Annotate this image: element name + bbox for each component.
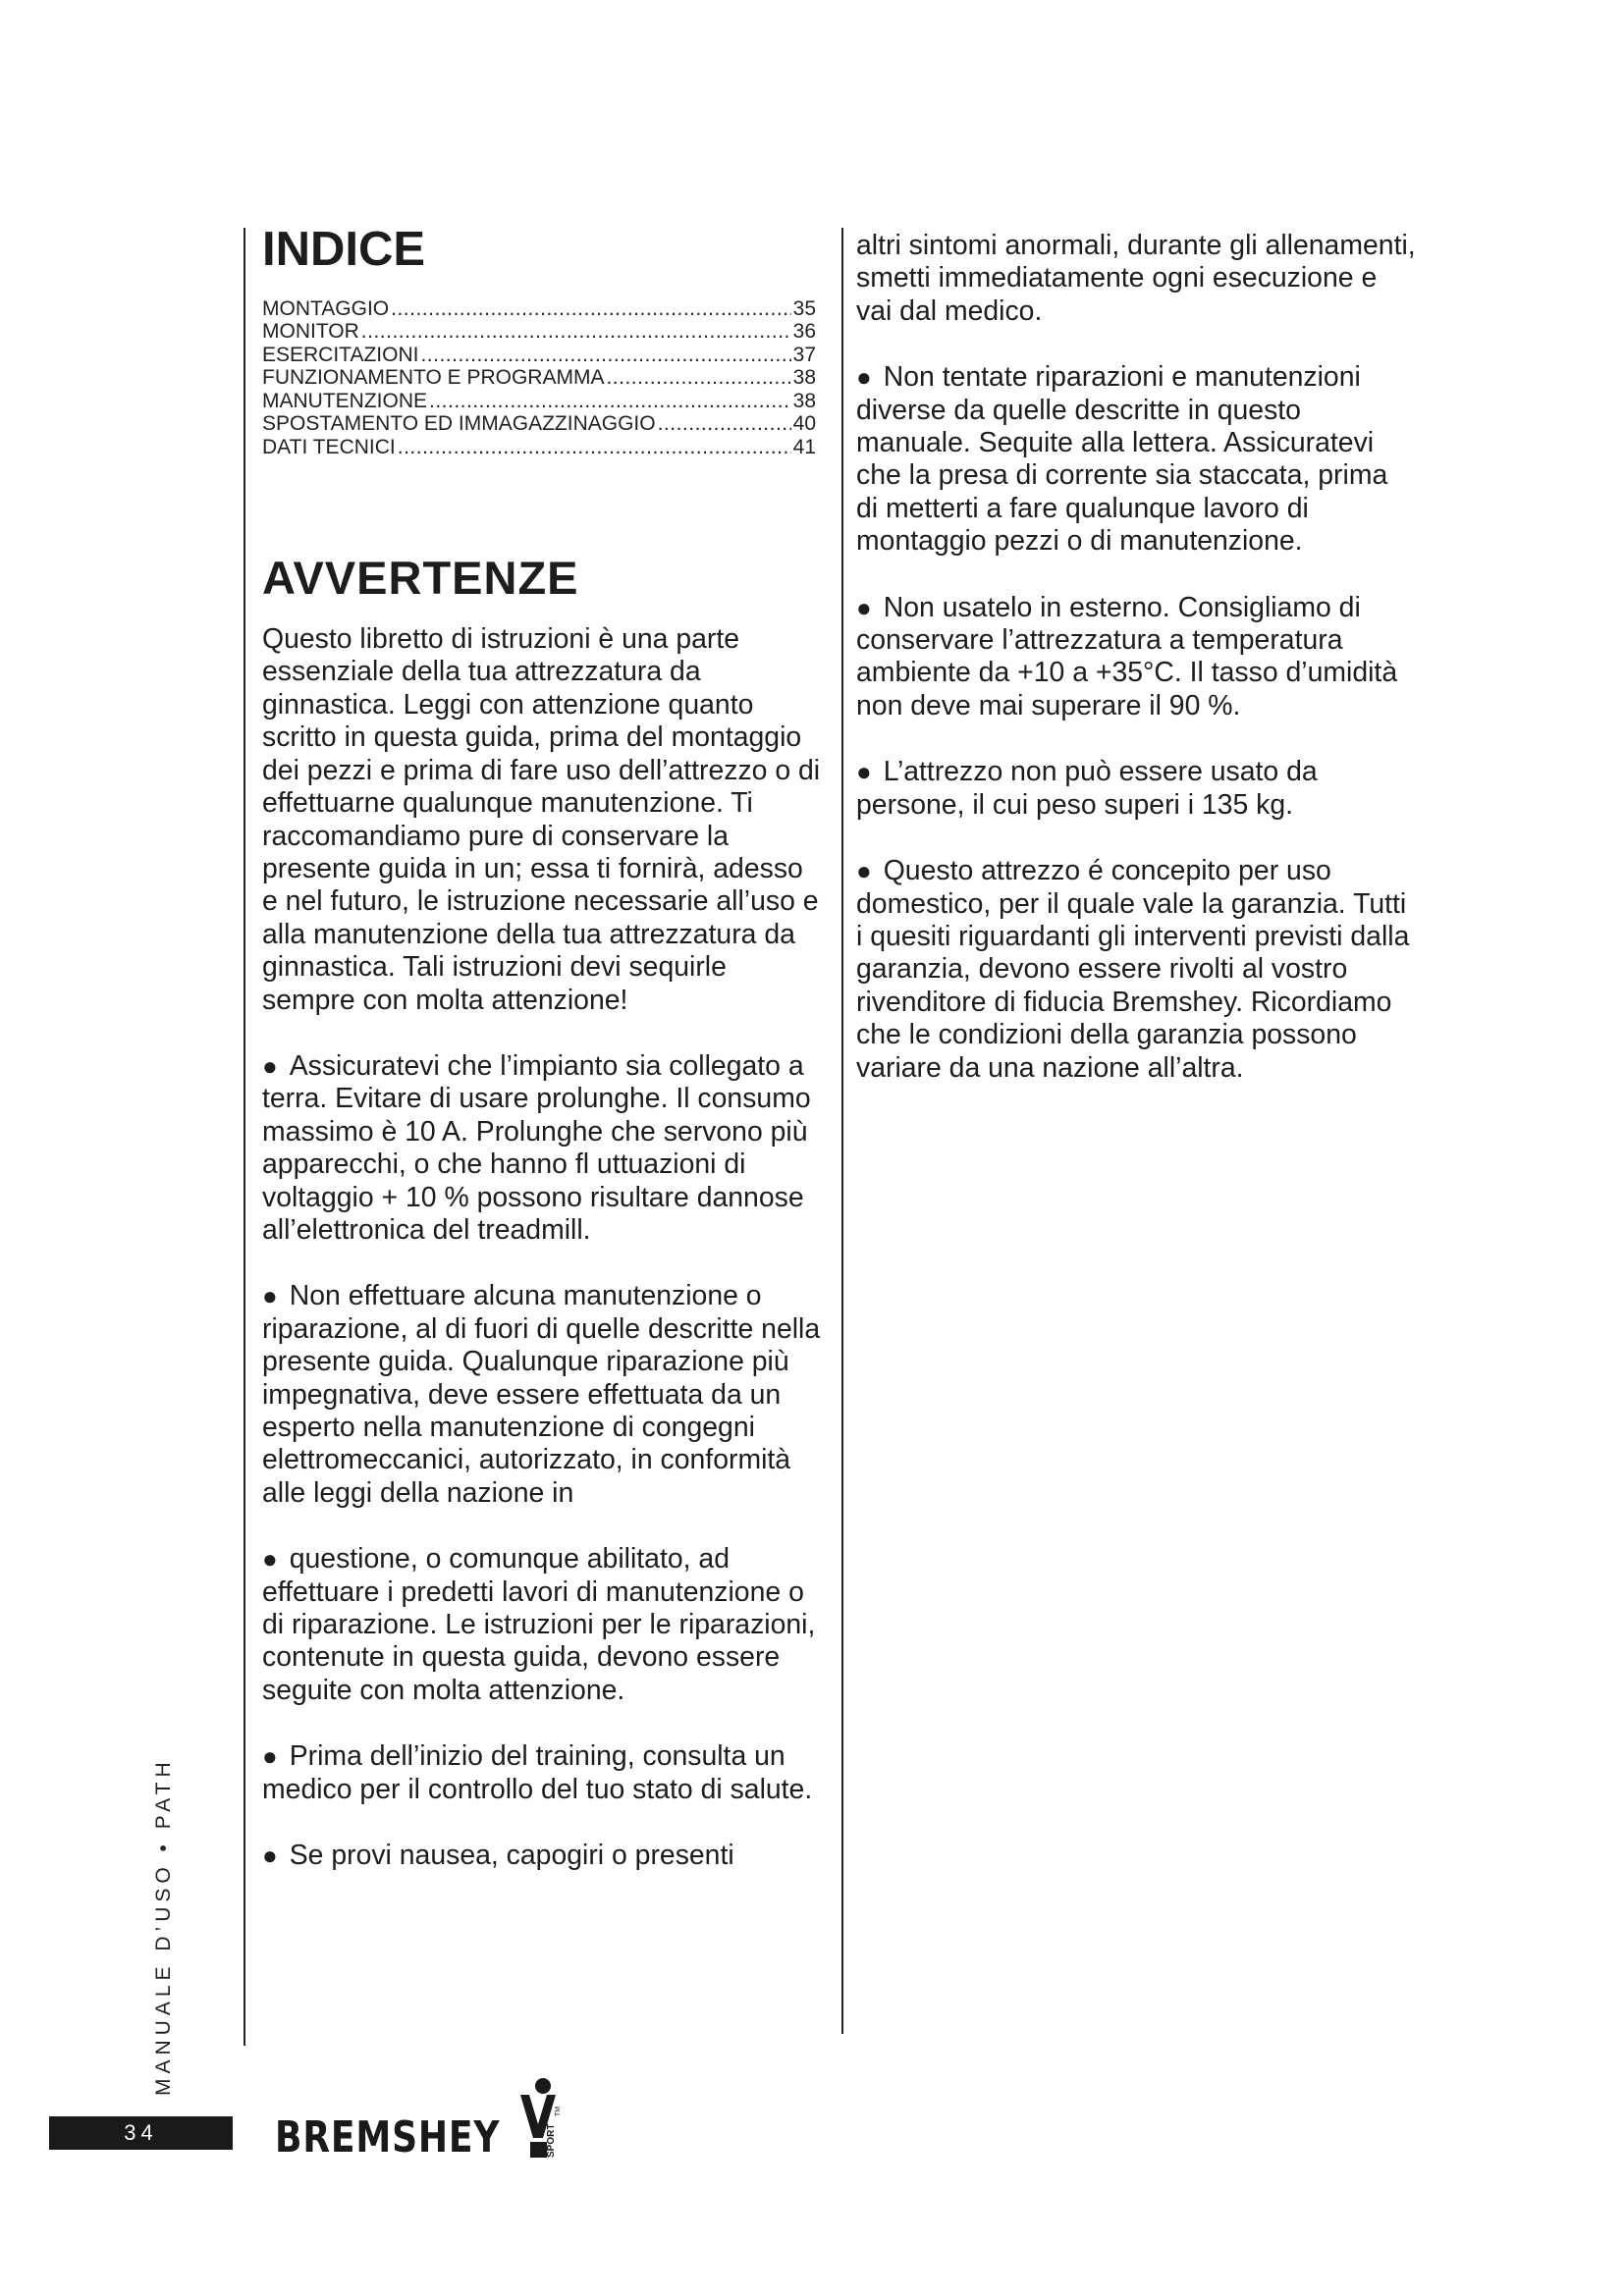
table-of-contents [262,297,816,459]
warning-bullet: ● Questo attrezzo é concepito per uso domestico, per il quale vale la garanzia. Tutti i quesiti riguardanti gli interventi previsti dalla garanzia, devono essere rivolti al vostro rivenditore di fiducia Bremshey. Ricordiamo che le condizioni della garanzia possono variare da una nazione all’altra. [856,855,1410,1084]
warning-bullet: ● questione, o comunque abilitato, ad effettuare i predetti lavori di manutenzione o di riparazione. Le istruzioni per le riparazioni, contenute in questa guida, devono essere seguite con molta attenzione. [262,1543,816,1706]
warning-bullet: ● Non tentate riparazioni e manutenzioni diverse da quelle descritte in questo manuale. Sequite alla lettera. Assicuratevi che la presa di corrente sia staccata, prima di metterti a fare qualunque lavoro di montaggio pezzi o di manutenzione. [856,361,1388,558]
bullet-icon: ● [856,592,872,622]
left-column [262,224,822,1905]
bullet-icon: ● [262,1281,278,1311]
warning-bullet: ● Non usatelo in esterno. Consigliamo di conservare l’attrezzatura a temperatura ambiente da +10 a +35°C. Il tasso d’umidità non deve mai superare il 90 %. [856,591,1398,721]
warning-bullet: ● Assicuratevi che l’impianto sia collegato a terra. Evitare di usare prolunghe. Il consumo massimo è 10 A. Prolunghe che servono più apparecchi, o che hanno fl uttuazioni di voltaggio + 10 % possono risultare dannose all’elettronica del treadmill. [262,1049,811,1246]
warnings-intro: Questo libretto di istruzioni è una parte essenziale della tua attrezzatura da ginnastica. Leggi con attenzione quanto scritto in questa guida, prima del montaggio dei pezzi e prima di fare uso dell’attrezzo o di effettuarne qualunque manutenzione. Ti raccomandiamo pure di conservare la presente guida in un; essa ti fornirà, adesso e nel futuro, le istruzione necessarie all’uso e alla manutenzione della tua attrezzatura da ginnastica. Tali istruzioni devi sequirle sempre con molta attenzione! [262,623,821,1016]
toc-entry[interactable]: MANUTENZIONE ..... 38 [262,390,816,413]
toc-entry[interactable]: MONTAGGIO ..... 35 [262,297,816,321]
toc-entry[interactable]: SPOSTAMENTO ED IMMAGAZZINAGGIO ..... 40 [262,412,816,436]
bullet-icon: ● [856,362,872,393]
toc-entry[interactable]: FUNZIONAMENTO E PROGRAMMA ..... 38 [262,366,816,390]
warning-continuation: altri sintomi anormali, durante gli allenamenti, smetti immediatamente ogni esecuzione e vai dal medico. [856,230,1416,327]
logo-wordmark: BREMSHEY [275,2112,501,2163]
warning-bullet: ● L’attrezzo non può essere usato da persone, il cui peso superi i 135 kg. [856,756,1318,821]
toc-title: INDICE [262,223,426,276]
bullet-icon: ● [856,757,872,787]
toc-entry[interactable]: ESERCITAZIONI ..... 37 [262,344,816,367]
toc-entry[interactable]: MONITOR ..... 36 [262,320,816,344]
bullet-icon: ● [856,856,872,886]
bremshey-logo [275,2077,585,2163]
warnings-title: AVVERTENZE [262,552,579,605]
bullet-icon: ● [262,1544,278,1575]
logo-tm: TM [554,2106,562,2116]
toc-entry[interactable]: DATI TECNICI ..... 41 [262,436,816,459]
bremshey-figure-icon [516,2077,585,2160]
right-column [856,230,1416,1118]
warning-bullet: ● Non effettuare alcuna manutenzione o riparazione, al di fuori di quelle descritte nella presente guida. Qualunque riparazione più impegnativa, deve essere effettuata da un esperto nella manutenzione di congegni elettromeccanici, autorizzato, in conformità alle leggi della nazione in [262,1280,821,1509]
warning-bullet: ● Se provi nausea, capogiri o presenti [262,1840,734,1872]
logo-sport: SPORT [545,2123,557,2158]
middle-column-rule [841,228,843,2034]
bullet-icon: ● [262,1050,278,1081]
page-number: 34 [49,2116,233,2150]
bullet-icon: ● [262,1741,278,1772]
warning-bullet: ● Prima dell’inizio del training, consulta un medico per il controllo del tuo stato di salute. [262,1740,813,1805]
bullet-icon: ● [262,1841,278,1871]
left-column-rule [244,228,245,2046]
manual-side-label: MANUALE D’USO • PATH [152,1757,175,2096]
